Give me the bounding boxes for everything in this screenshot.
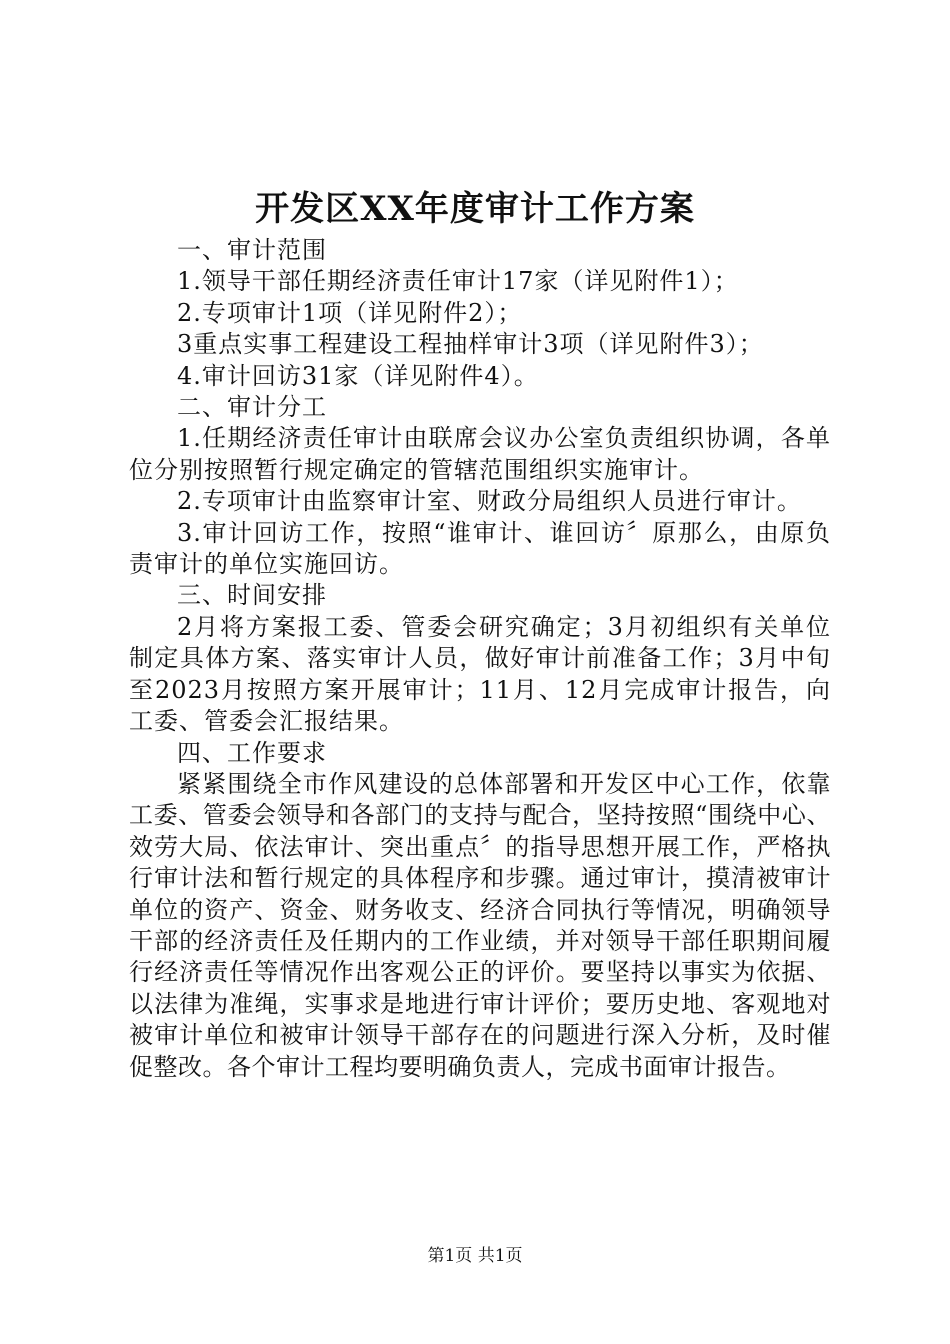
section-heading-schedule: 三、时间安排 — [177, 581, 327, 610]
document-body — [129, 235, 831, 1083]
section-heading-scope: 一、审计范围 — [177, 236, 327, 264]
scope-item-4: 4.审计回访31家（详见附件4）。 — [177, 361, 539, 390]
division-item-1: 1.任期经济责任审计由联席会议办公室负责组织协调，各单位分别按照暂行规定确定的管辖范围组织实施审计。 — [129, 424, 831, 484]
requirements-paragraph: 紧紧围绕全市作风建设的总体部署和开发区中心工作，依靠工委、管委会领导和各部门的支持与配合，坚持按照“围绕中心、效劳大局、依法审计、突出重点〞的指导思想开展工作，严格执行审计法和暂行规定的具体程序和步骤。通过审计，摸清被审计单位的资产、资金、财务收支、经济合同执行等情况，明确领导干部的经济责任及任期内的工作业绩，并对领导干部任职期间履行经济责任等情况作出客观公正的评价。要坚持以事实为依据、以法律为准绳，实事求是地进行审计评价；要历史地、客观地对被审计单位和被审计领导干部存在的问题进行深入分析，及时催促整改。各个审计工程均要明确负责人，完成书面审计报告。 — [129, 769, 831, 1081]
section-heading-division: 二、审计分工 — [177, 393, 327, 422]
document-title: 开发区XX年度审计工作方案 — [255, 189, 695, 229]
scope-item-3: 3重点实事工程建设工程抽样审计3项（详见附件3）； — [177, 330, 764, 359]
page-footer: 第1页 共1页 — [427, 1246, 523, 1266]
schedule-paragraph: 2月将方案报工委、管委会研究确定；3月初组织有关单位制定具体方案、落实审计人员，做好审计前准备工作；3月中旬至2023月按照方案开展审计；11月、12月完成审计报告，向工委、管委会汇报结果。 — [129, 612, 831, 736]
division-item-2: 2.专项审计由监察审计室、财政分局组织人员进行审计。 — [177, 487, 802, 516]
division-item-3: 3.审计回访工作，按照“谁审计、谁回访〞原那么，由原负责审计的单位实施回访。 — [129, 518, 831, 579]
section-heading-requirements: 四、工作要求 — [177, 738, 327, 767]
scope-item-1: 1.领导干部任期经济责任审计17家（详见附件1）； — [177, 267, 739, 296]
scope-item-2: 2.专项审计1项（详见附件2）； — [177, 298, 523, 327]
